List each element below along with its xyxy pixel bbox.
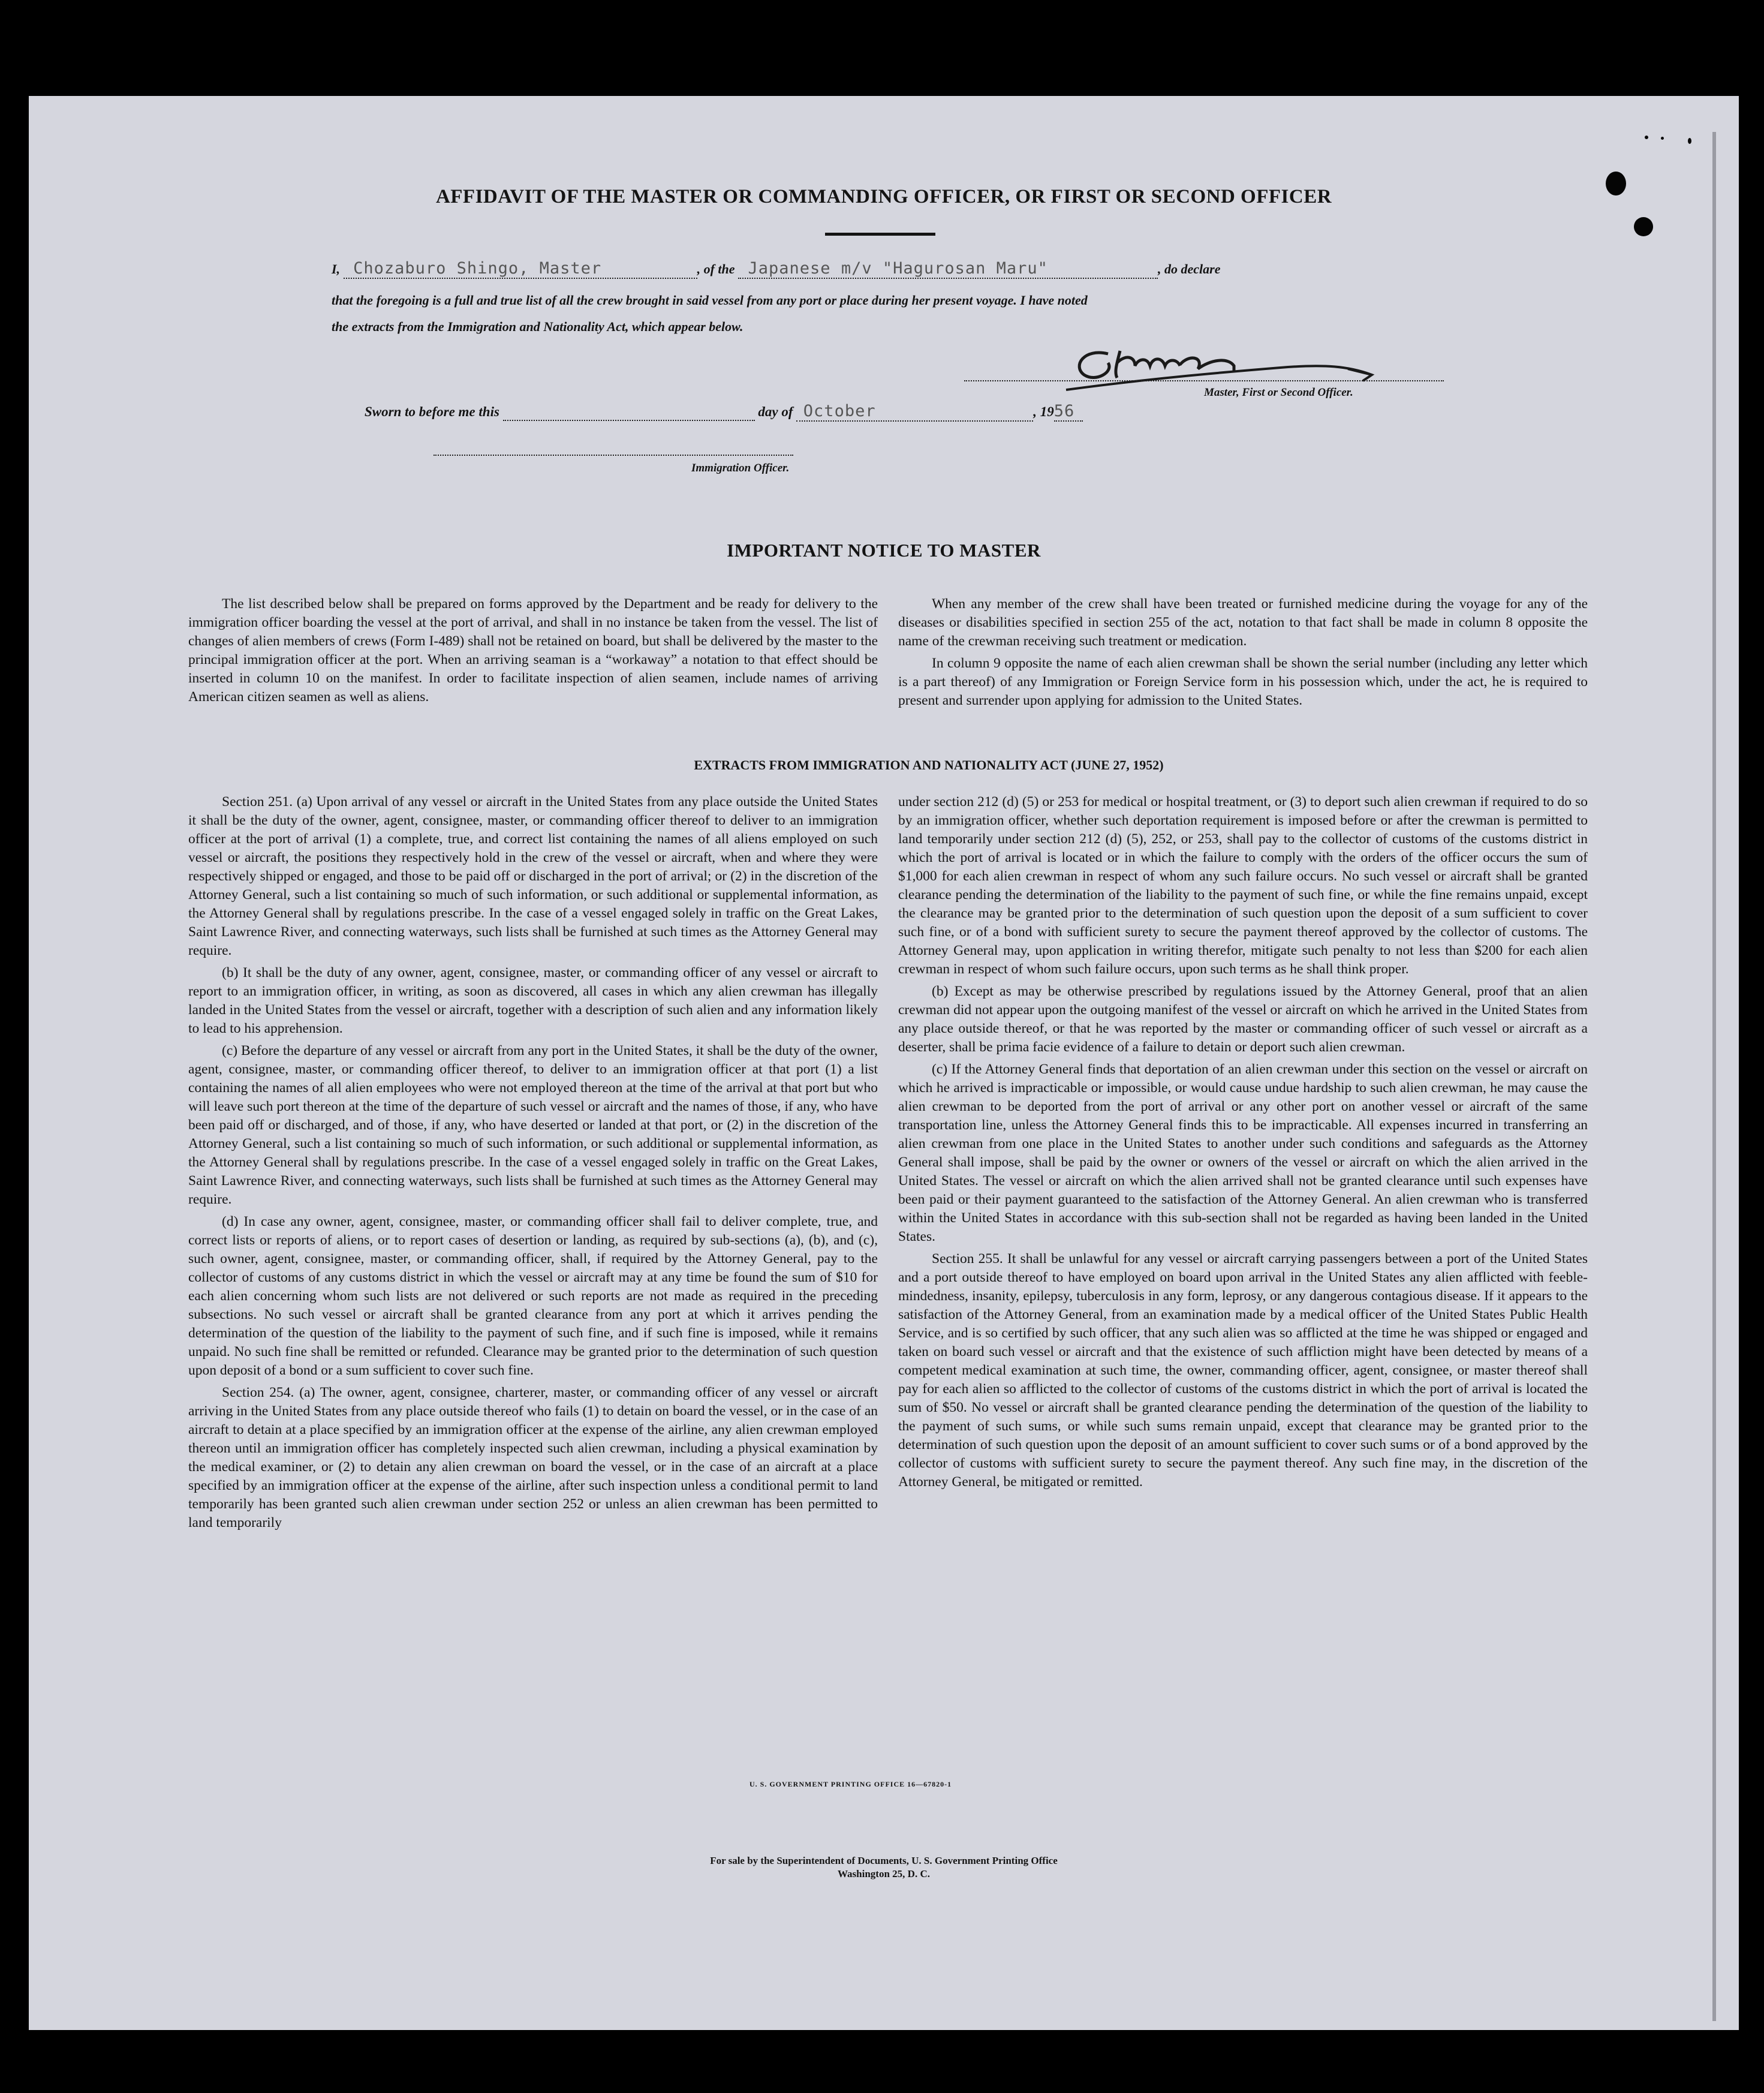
immigration-officer-line <box>434 455 793 456</box>
extract-paragraph: under section 212 (d) (5) or 253 for medical or hospital treatment, or (3) to deport such alien crewman if required to do so by an immigration officer, whether such deportation requirement is imposed before or after the crewman is permitted to land temporarily under section 212 (d) (5), 252, or 253, shall pay to the collector of customs of the customs district in which the port of arrival is located or in which the failure to comply with the orders of the officer occurs the sum of $1,000 for each alien crewman in respect of whom any such failure occurs. No such vessel or aircraft shall be granted clearance pending the determination of the liability to the payment of such fine, or while the fine remains unpaid, except the clearance may be granted prior to the determination of such question upon the deposit of a sum sufficient to cover such fine, or of a bond with sufficient surety to secure the payment thereof approved by the collector of customs. The Attorney General may, upon application in writing therefor, mitigate such penalty to not less than $200 for each alien crewman in respect of whom such failure occurs, upon such terms as he shall think proper. <box>898 794 1588 977</box>
notice-paragraph: In column 9 opposite the name of each alien crewman shall be shown the serial number (including any letter which is a part thereof) of any Immigration or Foreign Service form in his possession which, under the act, he is required to present and surrender upon applying for admission to the United States. <box>898 655 1588 708</box>
notice-right-column <box>898 595 1588 714</box>
extract-paragraph: (b) It shall be the duty of any owner, agent, consignee, master, or commanding officer of any vessel or aircraft to report to an immigration officer, in writing, as soon as discovered, all cases in which any alien crewman has illegally landed in the United States from the vessel or aircraft, together with a description of such alien and any information likely to lead to his apprehension. <box>188 965 878 1036</box>
extract-paragraph: (b) Except as may be otherwise prescribed by regulations issued by the Attorney General, proof that an alien crewman did not appear upon the outgoing manifest of the vessel or aircraft on which he arrived in the United States from any place outside thereof, or that he was reported by the master or commanding officer of such vessel or aircraft as a deserter, shall be prima facie evidence of a failure to detain or deport such alien crewman. <box>898 984 1588 1055</box>
extracts-title: EXTRACTS FROM IMMIGRATION AND NATIONALITY ACT (JUNE 27, 1952) <box>694 757 1164 772</box>
sworn-year-field[interactable] <box>1054 402 1083 422</box>
sworn-day-field[interactable] <box>503 404 755 421</box>
i-label: I, <box>332 261 341 276</box>
punch-hole-mark <box>1606 172 1626 196</box>
notice-paragraph: The list described below shall be prepared on forms approved by the Department and be ready for delivery to the immigration officer boarding the vessel at the port of arrival, and shall in no instance be taken from the vessel. The list of changes of alien members of crews (Form I-489) shall not be retained on board, but shall be delivered by the master to the principal immigration officer at the port. When an arriving seaman is a “workaway” a notation to that effect should be inserted in column 10 on the manifest. In order to facilitate inspection of alien seamen, include names of arriving American citizen seamen as well as aliens. <box>188 596 878 705</box>
page-edge <box>1712 132 1716 2021</box>
speck-mark <box>1688 138 1691 144</box>
extracts-left-column <box>188 793 878 1536</box>
declaration-line-1 <box>332 259 1453 279</box>
vessel-name-field[interactable] <box>738 259 1158 279</box>
master-name-field[interactable] <box>344 259 697 279</box>
sworn-label: Sworn to before me this <box>365 404 499 419</box>
sale-line-1: For sale by the Superintendent of Documents, U. S. Government Printing Office <box>710 1855 1058 1866</box>
extract-paragraph: Section 254. (a) The owner, agent, consignee, charterer, master, or commanding officer of any vessel or aircraft arriving in the United States from any place outside thereof who fails (1) to detain on board the vessel, or in the case of an aircraft to detain at a place specified by an immigration officer at the expense of the airline, any alien crewman employed thereon until an immigration officer has completely inspected such alien crewman, including a physical examination by the medical examiner, or (2) to detain any alien crewman on board the vessel, or in the case of an aircraft at a place specified by an immigration officer at the expense of the airline, after such inspection unless a conditional permit to land temporarily has been granted such alien crewman under section 252 or unless an alien crewman has been permitted to land temporarily <box>188 1385 878 1530</box>
sworn-line <box>365 402 1083 422</box>
of-the-label: , of the <box>697 261 735 276</box>
extract-paragraph: (d) In case any owner, agent, consignee, master, or commanding officer shall fail to deliver complete, true, and correct lists or reports of aliens, or to report cases of desertion or landing, as required by sub-sections (a), (b), and (c), such owner, agent, consignee, master, or commanding officer, shall, if required by the Attorney General, pay to the collector of customs of any customs district in which the vessel or aircraft may at any time be found the sum of $10 for each alien concerning whom such lists are not delivered or such reports are not made as required in the preceding subsections. No such vessel or aircraft shall be granted clearance from any port at which it arrives pending the determination of the question of the liability to the payment of such fine, and if such fine is imposed, while it remains unpaid. No such fine shall be remitted or refunded. Clearance may be granted prior to the determination of such question upon deposit of a bond or a sum sufficient to cover such fine. <box>188 1214 878 1378</box>
notice-left-column <box>188 595 878 710</box>
do-declare-label: , do declare <box>1158 261 1221 276</box>
affidavit-title: AFFIDAVIT OF THE MASTER OR COMMANDING OFFICER, OR FIRST OR SECOND OFFICER <box>435 186 1332 208</box>
gpo-imprint: U. S. GOVERNMENT PRINTING OFFICE 16—67820-1 <box>749 1780 952 1788</box>
punch-hole-mark <box>1634 217 1653 236</box>
master-name: Chozaburo Shingo, Master <box>353 259 602 278</box>
day-of-label: day of <box>758 404 793 419</box>
extract-paragraph: (c) Before the departure of any vessel or aircraft from any port in the United States, it shall be the duty of the owner, agent, consignee, master, or commanding officer thereof, to deliver to an immigration officer at that port (1) a list containing the names of all alien employees who were not employed thereon at the time of the arrival at that port but who will leave such port thereon at the time of the departure of such vessel or aircraft and the names of those, if any, who have been paid off or discharged, and of those, if any, who have deserted or landed at that port, or (2) in the discretion of the Attorney General, such a list containing so much of such information, or such additional or supplemental information, as the Attorney General shall by regulations prescribe. In the case of a vessel engaged solely in traffic on the Great Lakes, Saint Lawrence River, and connecting waterways, such lists shall be furnished at such times as the Attorney General may require. <box>188 1043 878 1207</box>
sworn-year: 56 <box>1053 402 1075 420</box>
speck-mark <box>1645 136 1648 139</box>
notice-paragraph: When any member of the crew shall have been treated or furnished medicine during the voyage for any of the diseases or disabilities specified in section 255 of the act, notation to that fact shall be made in column 8 opposite the name of the crewman receiving such treatment or medication. <box>898 596 1588 649</box>
sale-line-2: Washington 25, D. C. <box>838 1868 930 1880</box>
declaration-line-3: the extracts from the Immigration and Nationality Act, which appear below. <box>332 319 743 334</box>
sworn-month-field[interactable] <box>796 402 1033 422</box>
year-prefix: , 19 <box>1033 404 1054 419</box>
signature-line <box>964 380 1444 381</box>
signature-label: Master, First or Second Officer. <box>1204 386 1353 399</box>
immigration-officer-label: Immigration Officer. <box>691 462 790 474</box>
sale-notice <box>29 1854 1739 1881</box>
speck-mark <box>1661 137 1664 140</box>
notice-title: IMPORTANT NOTICE TO MASTER <box>727 540 1041 561</box>
extracts-right-column <box>898 793 1588 1495</box>
title-rule <box>825 233 935 236</box>
vessel-name: Japanese m/v "Hagurosan Maru" <box>748 259 1048 278</box>
extract-paragraph: Section 255. It shall be unlawful for any vessel or aircraft carrying passengers between a port of the United States and a port outside thereof to have employed on board upon arrival in the United States any alien afflicted with feeble-mindedness, insanity, epilepsy, tuberculosis in any form, leprosy, or any dangerous contagious disease. If it appears to the satisfaction of the Attorney General, from an examination made by a medical officer of the United States Public Health Service, and is so certified by such officer, that any such alien was so afflicted at the time he was shipped or engaged and taken on board such vessel or aircraft and that the existence of such affliction might have been detected by means of a competent medical examination at such time, the owner, commanding officer, agent, consignee, or master thereof shall pay for each alien so afflicted to the collector of customs of the customs district in which the port of arrival is located the sum of $50. No vessel or aircraft shall be granted clearance pending the determination of the question of the liability to the payment of such sums, or while such sums remain unpaid, except that clearance may be granted prior to the determination of such question upon the deposit of an amount sufficient to cover such sums or of a bond approved by the collector of customs with sufficient surety to secure the payment thereof. Any such fine may, in the discretion of the Attorney General, be mitigated or remitted. <box>898 1251 1588 1490</box>
declaration-line-2: that the foregoing is a full and true list of all the crew brought in said vessel from any port or place during her present voyage. I have noted <box>332 293 1088 308</box>
extract-paragraph: (c) If the Attorney General finds that deportation of an alien crewman under this section on the vessel or aircraft on which he arrived is impracticable or impossible, or would cause undue hardship to such alien crewman, he may cause the alien crewman to be deported from the port of arrival or any other port on another vessel or aircraft of the same transportation line, unless the Attorney General finds this to be impracticable. All expenses incurred in transferring an alien crewman from one place in the United States to another under such conditions and safeguards as the Attorney General shall impose, shall be paid by the owner or owners of the vessel or aircraft on which the alien arrived in the United States. The vessel or aircraft on which the alien arrived shall not be granted clearance until such expenses have been paid or their payment guaranteed to the satisfaction of the Attorney General. An alien crewman who is transferred within the United States in accordance with this sub-section shall not be regarded as having been landed in the United States. <box>898 1061 1588 1244</box>
form-sheet <box>29 96 1739 2030</box>
extract-paragraph: Section 251. (a) Upon arrival of any vessel or aircraft in the United States from any place outside the United States it shall be the duty of the owner, agent, consignee, master, or commanding officer thereof to deliver to an immigration officer at the port of arrival (1) a complete, true, and correct list containing the names of all aliens employed on such vessel or aircraft, the positions they respectively hold in the crew of the vessel or aircraft, when and where they were respectively shipped or engaged, and those to be paid off or discharged in the port of arrival; or (2) in the discretion of the Attorney General, such a list containing so much of such information, or such additional or supplemental information, as the Attorney General shall by regulations prescribe. In the case of a vessel engaged solely in traffic on the Great Lakes, Saint Lawrence River, and connecting waterways, such lists shall be furnished at such times as the Attorney General may require. <box>188 794 878 958</box>
sworn-month: October <box>803 402 876 420</box>
